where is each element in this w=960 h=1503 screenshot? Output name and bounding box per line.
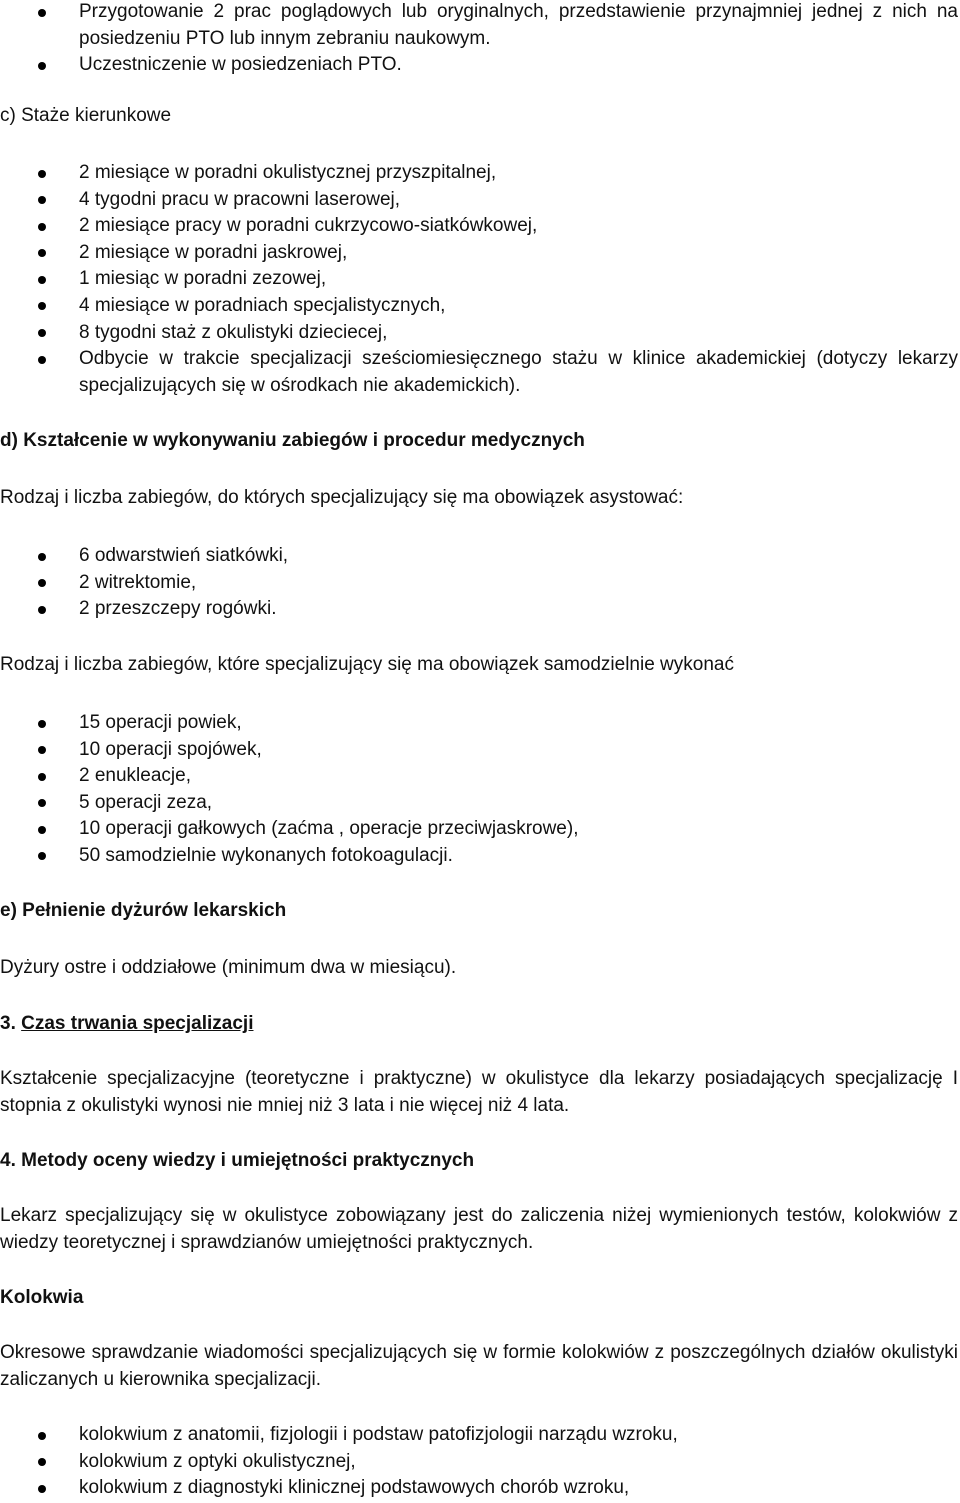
list-item: 2 miesiące w poradni jaskrowej, [0, 240, 958, 267]
kolokwia-heading: Kolokwia [0, 1287, 84, 1308]
bullet-icon [38, 356, 46, 364]
list-item: Przygotowanie 2 prac poglądowych lub oryginalnych, przedstawienie przynajmniej jednej z nich na posiedzeniu PTO lub innym zebraniu naukowym. [0, 0, 958, 52]
section-4-text: Lekarz specjalizujący się w okulistyce zobowiązany jest do zaliczenia niżej wymienionych testów, kolokwiów z wiedzy teoretycznej i sprawdzianów umiejętności praktycznych. [0, 1205, 958, 1253]
list-item: Odbycie w trakcie specjalizacji sześciomiesięcznego stażu w klinice akademickiej (dotyczy lekarzy specjalizujących się w ośrodkach nie akademickich). [0, 346, 958, 399]
bullet-icon [38, 553, 46, 561]
section-3-number: 3. [0, 1013, 16, 1034]
list-item: 2 miesiące pracy w poradni cukrzycowo-siatkówkowej, [0, 213, 958, 240]
section-3-heading [0, 1011, 958, 1037]
list-item: 10 operacji gałkowych (zaćma , operacje przeciwjaskrowe), [0, 816, 958, 843]
bullet-icon [38, 773, 46, 781]
bullet-icon [38, 720, 46, 728]
kolokwia-list [0, 1422, 958, 1502]
list-item: 10 operacji spojówek, [0, 737, 958, 764]
bullet-icon [38, 1485, 46, 1493]
bullet-icon [38, 746, 46, 754]
bullet-icon [38, 302, 46, 310]
list-item: 2 enukleacje, [0, 763, 958, 790]
bullet-icon [38, 170, 46, 178]
internship-list [0, 160, 958, 399]
bullet-icon [38, 1458, 46, 1466]
bullet-icon [38, 329, 46, 337]
bullet-icon [38, 826, 46, 834]
bullet-icon [38, 276, 46, 284]
list-item: 6 odwarstwień siatkówki, [0, 543, 958, 570]
bullet-icon [38, 196, 46, 204]
bullet-icon [38, 799, 46, 807]
list-item: 50 samodzielnie wykonanych fotokoagulacji. [0, 843, 958, 870]
assist-procedures-list [0, 543, 958, 623]
list-item: kolokwium z optyki okulistycznej, [0, 1449, 958, 1476]
section-4-heading [0, 1148, 958, 1174]
list-item: kolokwium z anatomii, fizjologii i podstaw patofizjologii narządu wzroku, [0, 1422, 958, 1449]
list-item: kolokwium z diagnostyki klinicznej podstawowych chorób wzroku, [0, 1475, 958, 1502]
list-item: 4 miesiące w poradniach specjalistycznych, [0, 293, 958, 320]
perform-intro: Rodzaj i liczba zabiegów, które specjalizujący się ma obowiązek samodzielnie wykonać [0, 654, 734, 675]
participation-list [0, 0, 958, 79]
bullet-icon [38, 852, 46, 860]
assist-intro: Rodzaj i liczba zabiegów, do których specjalizujący się ma obowiązek asystować: [0, 487, 684, 508]
bullet-icon [38, 1432, 46, 1440]
list-item: 1 miesiąc w poradni zezowej, [0, 266, 958, 293]
section-e-text: Dyżury ostre i oddziałowe (minimum dwa w miesiącu). [0, 957, 457, 978]
list-item: 15 operacji powiek, [0, 710, 958, 737]
bullet-icon [38, 62, 46, 70]
bullet-icon [38, 579, 46, 587]
section-c-heading: c) Staże kierunkowe [0, 105, 172, 126]
list-item: 2 witrektomie, [0, 570, 958, 597]
list-item: 2 przeszczepy rogówki. [0, 596, 958, 623]
list-item: 8 tygodni staż z okulistyki dzieciecej, [0, 320, 958, 347]
kolokwia-text: Okresowe sprawdzanie wiadomości specjalizujących się w formie kolokwiów z poszczególnych działów okulistyki zaliczanych u kierownika specjalizacji. [0, 1342, 958, 1390]
list-item: 5 operacji zeza, [0, 790, 958, 817]
section-4-number: 4. [0, 1150, 16, 1171]
section-e-heading: e) Pełnienie dyżurów lekarskich [0, 900, 287, 921]
section-3-title: Czas trwania specjalizacji [21, 1013, 254, 1034]
list-item: 4 tygodni pracu w pracowni laserowej, [0, 187, 958, 214]
list-item: Uczestniczenie w posiedzeniach PTO. [0, 52, 958, 79]
perform-procedures-list [0, 710, 958, 870]
bullet-icon [38, 249, 46, 257]
bullet-icon [38, 606, 46, 614]
list-item: 2 miesiące w poradni okulistycznej przyszpitalnej, [0, 160, 958, 187]
section-3-text: Kształcenie specjalizacyjne (teoretyczne i praktyczne) w okulistyce dla lekarzy posiadających specjalizację I stopnia z okulistyki wynosi nie mniej niż 3 lata i nie więcej niż 4 lata. [0, 1068, 958, 1116]
section-4-title: Metody oceny wiedzy i umiejętności praktycznych [21, 1150, 475, 1171]
section-d-heading: d) Kształcenie w wykonywaniu zabiegów i procedur medycznych [0, 430, 585, 451]
bullet-icon [38, 9, 46, 17]
bullet-icon [38, 223, 46, 231]
